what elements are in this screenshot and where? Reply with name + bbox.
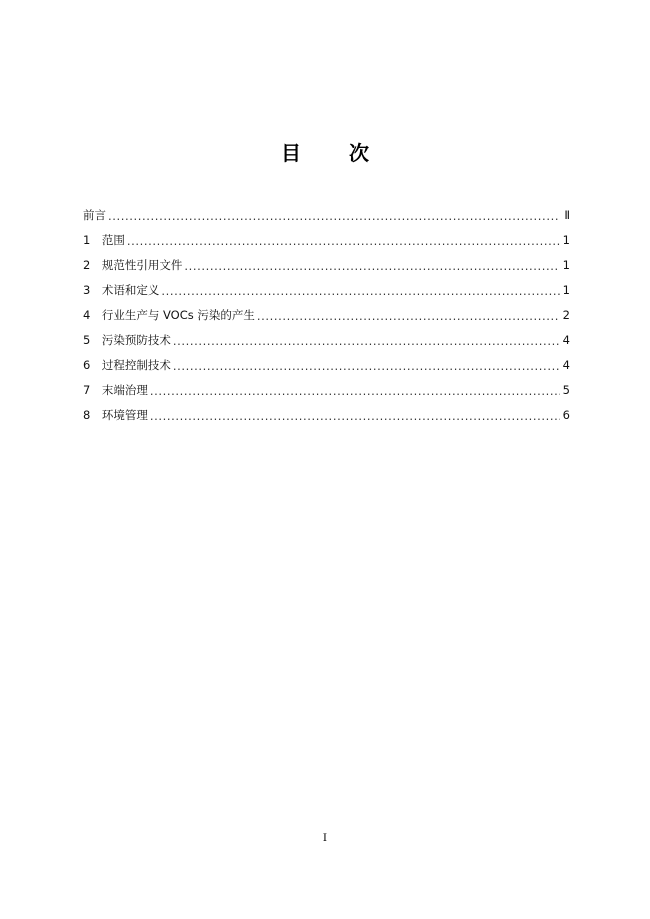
toc-entry-3[interactable] — [83, 271, 570, 296]
toc-entry-page: 4 — [562, 357, 570, 372]
toc-leader-dots — [127, 235, 560, 246]
toc-leader-dots — [184, 260, 560, 271]
toc-entry-label: 7 末端治理 — [83, 382, 148, 397]
toc-entry-label: 2 规范性引用文件 — [83, 257, 183, 272]
toc-entry-front-matter[interactable] — [83, 196, 570, 221]
toc-entry-page: 2 — [562, 307, 570, 322]
page-footer-number: I — [322, 832, 328, 844]
toc-leader-dots — [161, 285, 560, 296]
toc-entry-label: 前言 — [83, 207, 106, 222]
toc-entry-page: 5 — [562, 382, 570, 397]
toc-entry-4[interactable] — [83, 296, 570, 321]
toc-entry-8[interactable] — [83, 396, 570, 421]
toc-entry-1[interactable] — [83, 221, 570, 246]
toc-entry-page: Ⅱ — [564, 207, 570, 222]
toc-entry-label: 3 术语和定义 — [83, 282, 160, 297]
toc-entry-page: 1 — [562, 232, 570, 247]
toc-leader-dots — [173, 360, 560, 371]
toc-entry-page: 6 — [562, 407, 570, 422]
toc-leader-dots — [150, 410, 560, 421]
toc-entry-6[interactable] — [83, 346, 570, 371]
toc-entry-page: 1 — [562, 257, 570, 272]
toc-entry-5[interactable] — [83, 321, 570, 346]
toc-leader-dots — [150, 385, 560, 396]
toc-entry-label: 5 污染预防技术 — [83, 332, 171, 347]
toc-leader-dots — [173, 335, 560, 346]
toc-entry-page: 4 — [562, 332, 570, 347]
toc-entry-label: 6 过程控制技术 — [83, 357, 171, 372]
toc-entry-label: 1 范围 — [83, 232, 125, 247]
toc-entry-label: 8 环境管理 — [83, 407, 148, 422]
toc-leader-dots — [257, 310, 560, 321]
toc-entry-7[interactable] — [83, 371, 570, 396]
toc-entry-2[interactable] — [83, 246, 570, 271]
toc-entry-page: 1 — [562, 282, 570, 297]
toc-entry-label: 4 行业生产与 VOCs 污染的产生 — [83, 307, 255, 322]
toc-leader-dots — [108, 210, 560, 221]
page-title: 目 次 — [281, 141, 383, 165]
table-of-contents — [83, 196, 570, 421]
